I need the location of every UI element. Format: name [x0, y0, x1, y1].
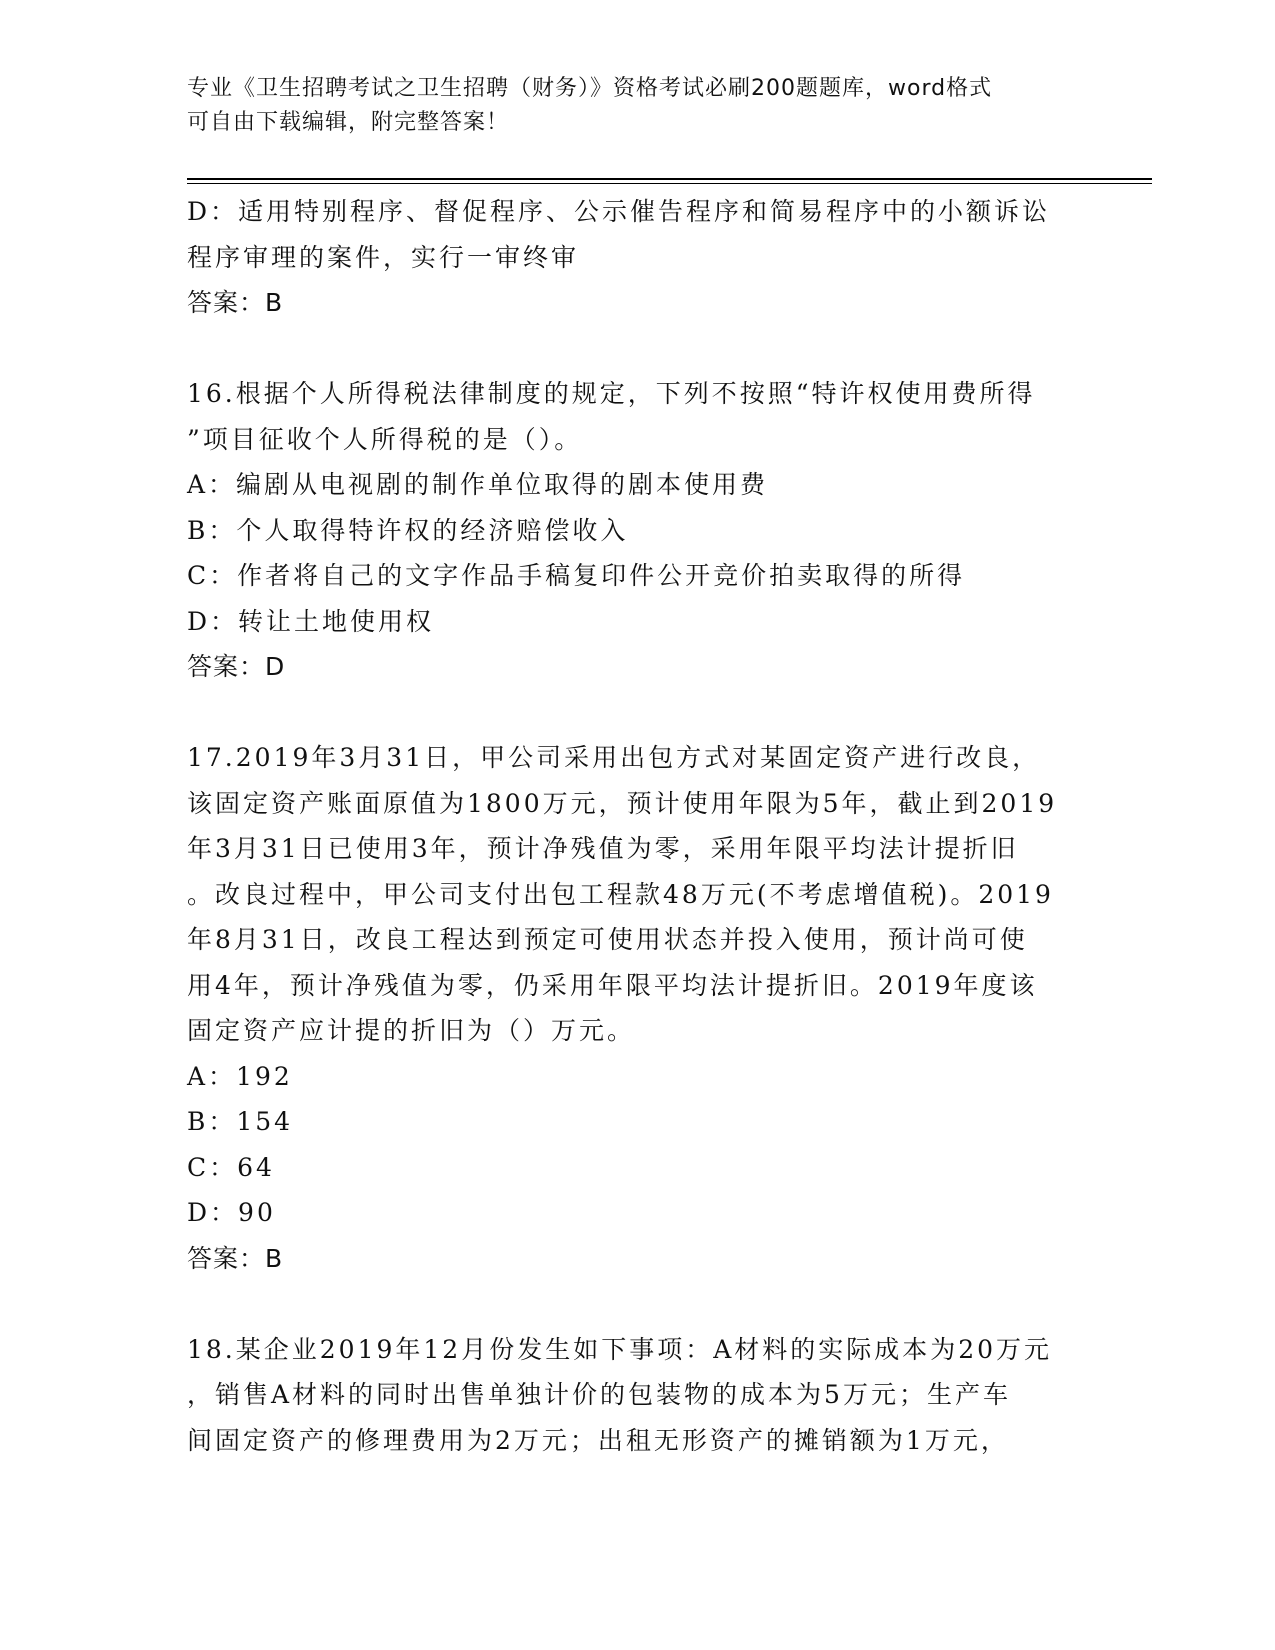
question-18 — [187, 1327, 1087, 1464]
q17-option-d: D：90 — [187, 1198, 276, 1227]
q16-stem-line-1: 16.根据个人所得税法律制度的规定，下列不按照“特许权使用费所得 — [187, 379, 1036, 408]
q16-option-c: C：作者将自己的文字作品手稿复印件公开竞价拍卖取得的所得 — [187, 561, 966, 590]
q18-stem-line-3: 间固定资产的修理费用为2万元；出租无形资产的摊销额为1万元， — [187, 1425, 1009, 1455]
q17-stem-line-2: 该固定资产账面原值为1800万元，预计使用年限为5年，截止到2019 — [187, 788, 1058, 818]
question-17 — [187, 735, 1087, 1281]
q15-option-d-line-1: D：适用特别程序、督促程序、公示催告程序和简易程序中的小额诉讼 — [187, 197, 1051, 226]
question-content — [187, 189, 1087, 1463]
q18-stem-line-1: 18.某企业2019年12月份发生如下事项：A材料的实际成本为20万元 — [187, 1334, 1053, 1364]
q15-option-d-line-2: 程序审理的案件，实行一审终审 — [187, 242, 580, 272]
q17-option-b: B：154 — [187, 1107, 294, 1136]
q17-stem-line-4: 。改良过程中，甲公司支付出包工程款48万元(不考虑增值税)。2019 — [187, 879, 1054, 909]
header-title-line-1: 专业《卫生招聘考试之卫生招聘（财务）》资格考试必刷200题题库，word格式 — [187, 76, 993, 101]
question-15-tail — [187, 189, 1087, 326]
spacer — [187, 690, 1087, 736]
q16-answer: 答案：D — [187, 652, 286, 681]
q17-option-c: C：64 — [187, 1152, 275, 1182]
q16-option-d: D：转让土地使用权 — [187, 606, 435, 636]
header-title-line-2: 可自由下载编辑，附完整答案！ — [187, 110, 510, 135]
q15-answer: 答案：B — [187, 288, 284, 317]
question-16 — [187, 371, 1087, 690]
q16-option-b: B：个人取得特许权的经济赔偿收入 — [187, 515, 629, 545]
q16-stem-line-2: ”项目征收个人所得税的是（）。 — [187, 424, 583, 454]
q17-stem-line-3: 年3月31日已使用3年，预计净残值为零，采用年限平均法计提折旧 — [187, 834, 1019, 863]
q17-stem-line-6: 用4年，预计净残值为零，仍采用年限平均法计提折旧。2019年度该 — [187, 970, 1038, 1000]
q17-stem-line-7: 固定资产应计提的折旧为（）万元。 — [187, 1016, 636, 1045]
q16-option-a: A：编剧从电视剧的制作单位取得的剧本使用费 — [187, 470, 769, 499]
header-divider-thin — [187, 183, 1152, 184]
header-divider-thick — [187, 178, 1152, 180]
q18-stem-line-2: ，销售A材料的同时出售单独计价的包装物的成本为5万元；生产车 — [187, 1380, 1011, 1409]
q17-answer: 答案：B — [187, 1243, 284, 1273]
spacer — [187, 1281, 1087, 1327]
q17-stem-line-1: 17.2019年3月31日，甲公司采用出包方式对某固定资产进行改良， — [187, 743, 1041, 772]
document-header — [187, 72, 1067, 140]
q17-stem-line-5: 年8月31日，改良工程达到预定可使用状态并投入使用，预计尚可使 — [187, 925, 1028, 954]
spacer — [187, 326, 1087, 372]
q17-option-a: A：192 — [187, 1061, 293, 1091]
